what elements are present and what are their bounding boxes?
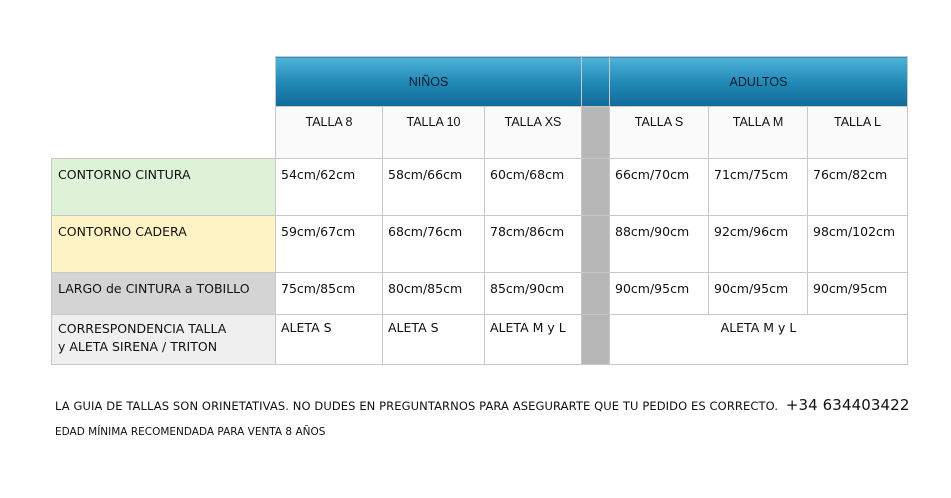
gap-header <box>582 57 610 107</box>
table-cell: ALETA S <box>276 315 383 365</box>
group-header-row <box>52 57 908 107</box>
min-age-note: EDAD MÍNIMA RECOMENDADA PARA VENTA 8 AÑOS <box>55 426 326 438</box>
table-cell: 90cm/95cm <box>808 273 908 315</box>
table-cell: 90cm/95cm <box>709 273 808 315</box>
table-cell: 59cm/67cm <box>276 216 383 273</box>
gap-cell <box>582 315 610 365</box>
blank-corner <box>52 57 276 107</box>
size-kids-3: TALLA XS <box>485 107 582 159</box>
row-label-fin-line2: y ALETA SIRENA / TRITON <box>58 339 218 354</box>
size-adults-2: TALLA M <box>709 107 808 159</box>
group-adults: ADULTOS <box>610 57 908 107</box>
size-header-row <box>52 107 908 159</box>
table-cell: 58cm/66cm <box>383 159 485 216</box>
phone-number: +34 634403422 <box>785 396 910 414</box>
table-cell: 60cm/68cm <box>485 159 582 216</box>
table-cell: ALETA S <box>383 315 485 365</box>
row-label-length: LARGO de CINTURA a TOBILLO <box>52 273 276 315</box>
table-row-fin <box>52 315 908 365</box>
group-kids: NIÑOS <box>276 57 582 107</box>
disclaimer-note <box>55 396 909 414</box>
gap-cell <box>582 216 610 273</box>
table-cell: 75cm/85cm <box>276 273 383 315</box>
size-adults-3: TALLA L <box>808 107 908 159</box>
table-row-waist <box>52 159 908 216</box>
table-cell: 88cm/90cm <box>610 216 709 273</box>
table-row-hip <box>52 216 908 273</box>
table-cell: ALETA M y L <box>485 315 582 365</box>
table-cell: 66cm/70cm <box>610 159 709 216</box>
blank-corner-2 <box>52 107 276 159</box>
row-label-fin-line1: CORRESPONDENCIA TALLA <box>58 321 227 336</box>
table-cell-merged: ALETA M y L <box>610 315 908 365</box>
gap-cell <box>582 107 610 159</box>
table-cell: 78cm/86cm <box>485 216 582 273</box>
row-label-fin <box>52 315 276 365</box>
table-row-length <box>52 273 908 315</box>
gap-cell <box>582 159 610 216</box>
size-kids-1: TALLA 8 <box>276 107 383 159</box>
table-cell: 68cm/76cm <box>383 216 485 273</box>
gap-cell <box>582 273 610 315</box>
table-cell: 85cm/90cm <box>485 273 582 315</box>
size-guide-table <box>51 56 908 365</box>
size-kids-2: TALLA 10 <box>383 107 485 159</box>
table-cell: 80cm/85cm <box>383 273 485 315</box>
table-cell: 71cm/75cm <box>709 159 808 216</box>
table-cell: 90cm/95cm <box>610 273 709 315</box>
table-cell: 76cm/82cm <box>808 159 908 216</box>
row-label-hip: CONTORNO CADERA <box>52 216 276 273</box>
size-adults-1: TALLA S <box>610 107 709 159</box>
table-cell: 98cm/102cm <box>808 216 908 273</box>
table-cell: 92cm/96cm <box>709 216 808 273</box>
disclaimer-text: LA GUIA DE TALLAS SON ORINETATIVAS. NO DUDES EN PREGUNTARNOS PARA ASEGURARTE QUE TU PEDIDO ES CORRECTO. <box>55 399 779 413</box>
row-label-waist: CONTORNO CINTURA <box>52 159 276 216</box>
table-cell: 54cm/62cm <box>276 159 383 216</box>
